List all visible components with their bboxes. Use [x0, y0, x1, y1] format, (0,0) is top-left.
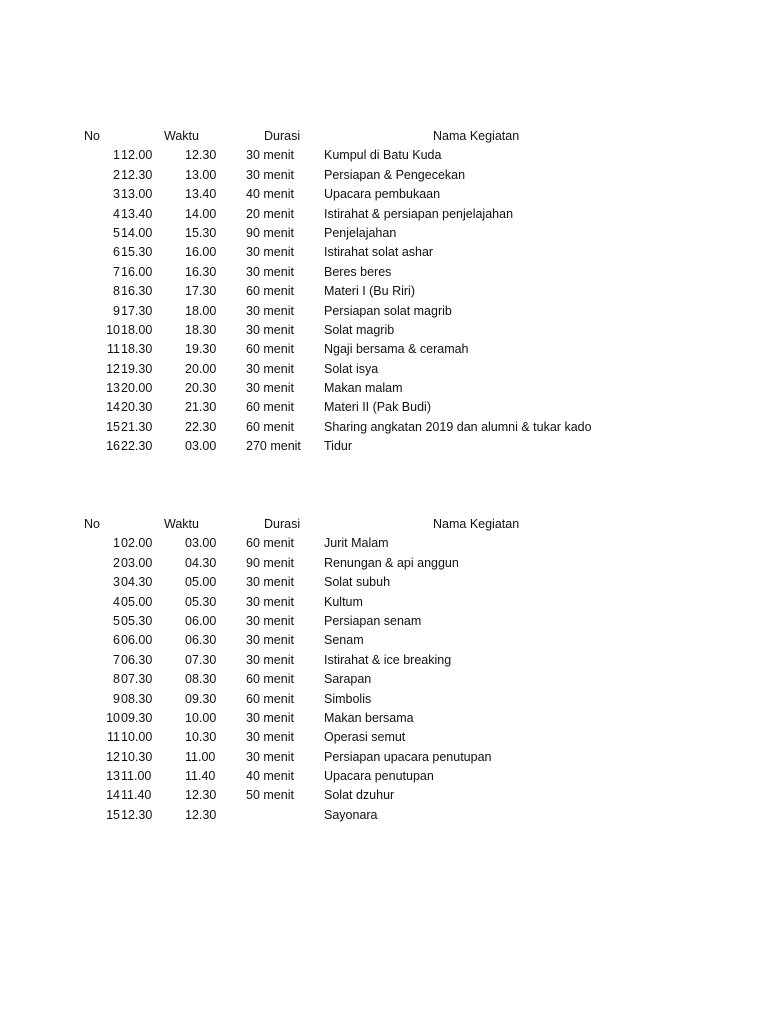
- table-row: [0, 709, 768, 728]
- duration: 60 menit: [246, 672, 294, 687]
- row-number: 5: [113, 225, 120, 240]
- table-row: [0, 573, 768, 592]
- start-time: 04.30: [121, 575, 153, 590]
- table-row: [0, 398, 768, 417]
- duration: 90 menit: [246, 225, 294, 240]
- duration: 30 menit: [246, 303, 294, 318]
- table-row: [0, 534, 768, 553]
- activity-name: Persiapan solat magrib: [324, 303, 452, 318]
- end-time: 11.00: [185, 749, 216, 764]
- table-row: [0, 205, 768, 224]
- duration: 30 menit: [246, 594, 294, 609]
- table-header: [0, 127, 768, 146]
- duration: 30 menit: [246, 322, 294, 337]
- row-number: 16: [106, 439, 120, 454]
- end-time: 13.40: [185, 187, 217, 202]
- row-number: 12: [106, 361, 120, 376]
- end-time: 03.00: [185, 536, 217, 551]
- row-number: 15: [106, 419, 120, 434]
- start-time: 06.00: [121, 633, 153, 648]
- start-time: 05.00: [121, 594, 153, 609]
- end-time: 06.00: [185, 613, 217, 628]
- end-time: 09.30: [185, 691, 217, 706]
- activity-name: Beres beres: [324, 264, 392, 279]
- table-row: [0, 437, 768, 456]
- row-number: 2: [113, 555, 120, 570]
- row-number: 3: [113, 575, 120, 590]
- duration: 50 menit: [246, 788, 294, 803]
- start-time: 05.30: [121, 613, 153, 628]
- duration: 60 menit: [246, 400, 294, 415]
- activity-name: Renungan & api anggun: [324, 555, 459, 570]
- activity-name: Istirahat & ice breaking: [324, 652, 452, 667]
- duration: 30 menit: [246, 361, 294, 376]
- header-durasi: Durasi: [264, 129, 301, 143]
- end-time: 05.00: [185, 575, 217, 590]
- start-time: 06.30: [121, 652, 153, 667]
- start-time: 03.00: [121, 555, 153, 570]
- activity-name: Makan bersama: [324, 710, 414, 725]
- end-time: 12.30: [185, 807, 217, 822]
- header-no: No: [84, 517, 100, 531]
- activity-name: Kultum: [324, 594, 363, 609]
- duration: 270 menit: [246, 439, 301, 454]
- table-body: [0, 534, 768, 825]
- start-time: 13.40: [121, 206, 153, 221]
- activity-name: Sayonara: [324, 807, 378, 822]
- row-number: 14: [106, 400, 120, 415]
- row-number: 9: [113, 691, 120, 706]
- activity-name: Materi II (Pak Budi): [324, 400, 431, 415]
- duration: 30 menit: [246, 613, 294, 628]
- activity-name: Sarapan: [324, 672, 372, 687]
- row-number: 1: [113, 536, 120, 551]
- table-row: [0, 340, 768, 359]
- table-row: [0, 282, 768, 301]
- row-number: 2: [113, 167, 120, 182]
- end-time: 16.00: [185, 245, 217, 260]
- duration: 60 menit: [246, 536, 294, 551]
- start-time: 12.30: [121, 807, 153, 822]
- activity-name: Solat isya: [324, 361, 379, 376]
- duration: 30 menit: [246, 633, 294, 648]
- header-no: No: [84, 129, 100, 143]
- row-number: 7: [113, 264, 120, 279]
- row-number: 4: [113, 594, 120, 609]
- end-time: 03.00: [185, 439, 217, 454]
- activity-name: Solat subuh: [324, 575, 391, 590]
- end-time: 10.00: [185, 710, 217, 725]
- duration: 60 menit: [246, 284, 294, 299]
- start-time: 19.30: [121, 361, 153, 376]
- table-row: [0, 748, 768, 767]
- activity-name: Persiapan upacara penutupan: [324, 749, 492, 764]
- end-time: 21.30: [185, 400, 217, 415]
- end-time: 12.30: [185, 148, 217, 163]
- row-number: 12: [106, 749, 120, 764]
- duration: 60 menit: [246, 691, 294, 706]
- schedule-table-day-2: [0, 515, 768, 825]
- table-row: [0, 612, 768, 631]
- start-time: 20.00: [121, 381, 153, 396]
- duration: 30 menit: [246, 749, 294, 764]
- table-row: [0, 554, 768, 573]
- row-number: 11: [107, 342, 120, 357]
- header-nama-kegiatan: Nama Kegiatan: [433, 517, 520, 531]
- row-number: 11: [107, 730, 120, 745]
- duration: 30 menit: [246, 245, 294, 260]
- row-number: 13: [106, 769, 120, 784]
- start-time: 18.00: [121, 322, 153, 337]
- table-row: [0, 321, 768, 340]
- activity-name: Makan malam: [324, 381, 403, 396]
- activity-name: Upacara penutupan: [324, 769, 434, 784]
- row-number: 9: [113, 303, 120, 318]
- end-time: 18.30: [185, 322, 217, 337]
- start-time: 10.00: [121, 730, 153, 745]
- activity-name: Istirahat solat ashar: [324, 245, 434, 260]
- row-number: 10: [106, 710, 120, 725]
- table-row: [0, 728, 768, 747]
- start-time: 15.30: [121, 245, 153, 260]
- start-time: 22.30: [121, 439, 153, 454]
- end-time: 07.30: [185, 652, 217, 667]
- row-number: 3: [113, 187, 120, 202]
- duration: 30 menit: [246, 730, 294, 745]
- schedule-table-day-1: [0, 127, 768, 457]
- row-number: 4: [113, 206, 120, 221]
- table-row: [0, 166, 768, 185]
- end-time: 04.30: [185, 555, 217, 570]
- start-time: 08.30: [121, 691, 153, 706]
- start-time: 20.30: [121, 400, 153, 415]
- duration: 30 menit: [246, 264, 294, 279]
- table-row: [0, 593, 768, 612]
- activity-name: Upacara pembukaan: [324, 187, 441, 202]
- table-row: [0, 418, 768, 437]
- duration: 60 menit: [246, 342, 294, 357]
- row-number: 10: [106, 322, 120, 337]
- table-row: [0, 224, 768, 243]
- start-time: 09.30: [121, 710, 153, 725]
- start-time: 12.00: [121, 148, 153, 163]
- start-time: 17.30: [121, 303, 153, 318]
- duration: 30 menit: [246, 148, 294, 163]
- table-row: [0, 185, 768, 204]
- table-header: [0, 515, 768, 534]
- start-time: 21.30: [121, 419, 153, 434]
- end-time: 08.30: [185, 672, 217, 687]
- header-waktu: Waktu: [164, 129, 199, 143]
- start-time: 18.30: [121, 342, 153, 357]
- table-row: [0, 670, 768, 689]
- table-body: [0, 146, 768, 456]
- header-nama-kegiatan: Nama Kegiatan: [433, 129, 520, 143]
- duration: 30 menit: [246, 381, 294, 396]
- end-time: 15.30: [185, 225, 217, 240]
- end-time: 19.30: [185, 342, 217, 357]
- duration: 30 menit: [246, 710, 294, 725]
- header-durasi: Durasi: [264, 517, 301, 531]
- end-time: 11.40: [185, 769, 216, 784]
- row-number: 5: [113, 613, 120, 628]
- start-time: 13.00: [121, 187, 153, 202]
- row-number: 6: [113, 633, 120, 648]
- end-time: 10.30: [185, 730, 217, 745]
- activity-name: Operasi semut: [324, 730, 406, 745]
- duration: 20 menit: [246, 206, 294, 221]
- duration: 60 menit: [246, 419, 294, 434]
- start-time: 12.30: [121, 167, 153, 182]
- start-time: 14.00: [121, 225, 153, 240]
- end-time: 22.30: [185, 419, 217, 434]
- table-row: [0, 631, 768, 650]
- end-time: 13.00: [185, 167, 217, 182]
- activity-name: Persiapan senam: [324, 613, 422, 628]
- row-number: 8: [113, 284, 120, 299]
- start-time: 16.00: [121, 264, 153, 279]
- start-time: 07.30: [121, 672, 153, 687]
- activity-name: Ngaji bersama & ceramah: [324, 342, 469, 357]
- table-row: [0, 806, 768, 825]
- activity-name: Solat dzuhur: [324, 788, 395, 803]
- row-number: 14: [106, 788, 120, 803]
- start-time: 10.30: [121, 749, 153, 764]
- start-time: 11.40: [121, 788, 152, 803]
- activity-name: Solat magrib: [324, 322, 395, 337]
- activity-name: Kumpul di Batu Kuda: [324, 148, 442, 163]
- row-number: 8: [113, 672, 120, 687]
- start-time: 11.00: [121, 769, 152, 784]
- table-row: [0, 360, 768, 379]
- activity-name: Istirahat & persiapan penjelajahan: [324, 206, 514, 221]
- table-row: [0, 767, 768, 786]
- duration: 40 menit: [246, 187, 294, 202]
- activity-name: Simbolis: [324, 691, 372, 706]
- activity-name: Penjelajahan: [324, 225, 397, 240]
- row-number: 6: [113, 245, 120, 260]
- table-row: [0, 302, 768, 321]
- table-row: [0, 146, 768, 165]
- end-time: 20.30: [185, 381, 217, 396]
- activity-name: Persiapan & Pengecekan: [324, 167, 466, 182]
- end-time: 17.30: [185, 284, 217, 299]
- activity-name: Tidur: [324, 439, 353, 454]
- end-time: 06.30: [185, 633, 217, 648]
- row-number: 13: [106, 381, 120, 396]
- duration: 40 menit: [246, 769, 294, 784]
- end-time: 14.00: [185, 206, 217, 221]
- duration: 30 menit: [246, 575, 294, 590]
- duration: 90 menit: [246, 555, 294, 570]
- end-time: 12.30: [185, 788, 217, 803]
- header-waktu: Waktu: [164, 517, 199, 531]
- activity-name: Sharing angkatan 2019 dan alumni & tukar kado: [324, 419, 592, 434]
- table-row: [0, 243, 768, 262]
- table-row: [0, 651, 768, 670]
- activity-name: Materi I (Bu Riri): [324, 284, 415, 299]
- table-row: [0, 379, 768, 398]
- activity-name: Senam: [324, 633, 364, 648]
- end-time: 18.00: [185, 303, 217, 318]
- duration: 30 menit: [246, 167, 294, 182]
- row-number: 15: [106, 807, 120, 822]
- table-row: [0, 786, 768, 805]
- table-row: [0, 690, 768, 709]
- duration: 30 menit: [246, 652, 294, 667]
- start-time: 02.00: [121, 536, 153, 551]
- row-number: 7: [113, 652, 120, 667]
- activity-name: Jurit Malam: [324, 536, 389, 551]
- start-time: 16.30: [121, 284, 153, 299]
- table-row: [0, 263, 768, 282]
- end-time: 16.30: [185, 264, 217, 279]
- end-time: 05.30: [185, 594, 217, 609]
- end-time: 20.00: [185, 361, 217, 376]
- row-number: 1: [113, 148, 120, 163]
